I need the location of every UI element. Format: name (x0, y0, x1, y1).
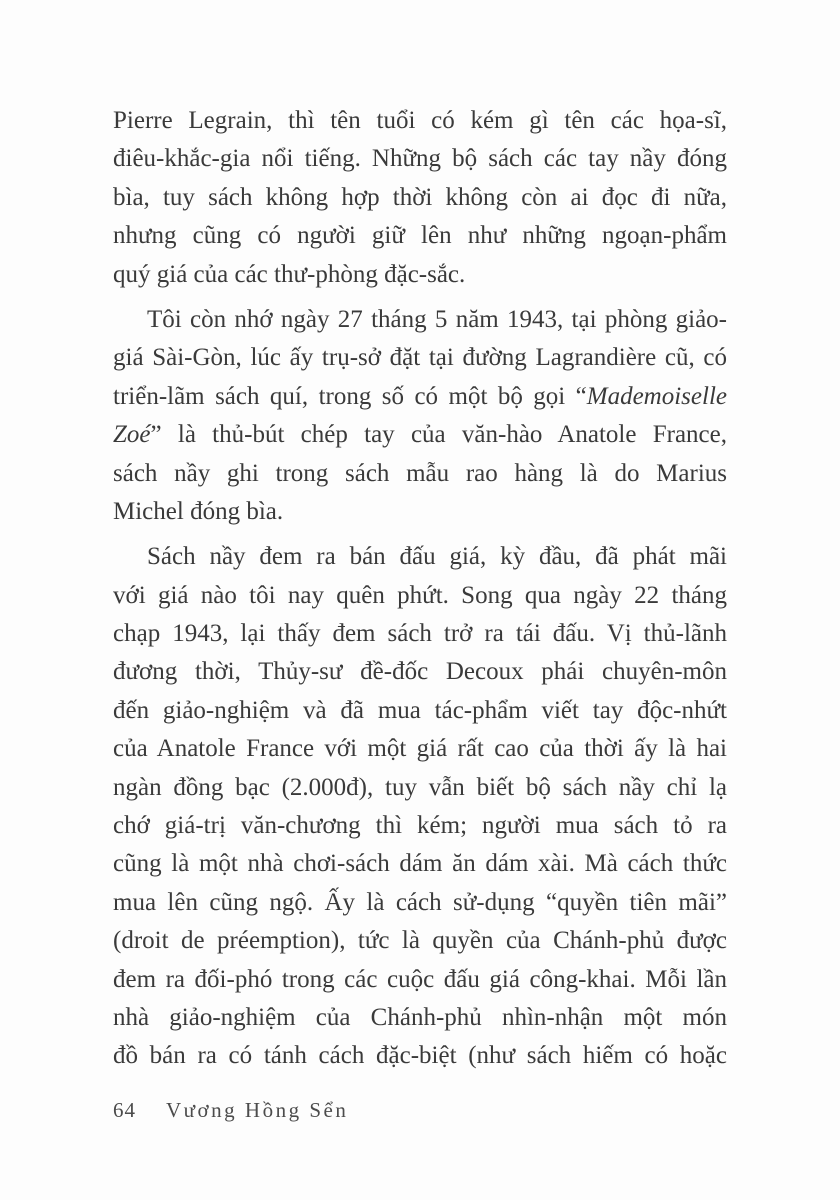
text-line (113, 615, 727, 653)
text-line (113, 140, 727, 178)
page-footer (113, 1098, 348, 1123)
text-line (113, 577, 727, 615)
text-segment: Sách nầy đem ra bán đấu giá, kỳ đầu, đã phát mãi (147, 543, 727, 571)
text-line (113, 769, 727, 807)
text-line (113, 179, 727, 217)
text-segment: với giá nào tôi nay quên phứt. Song qua ngày 22 tháng (113, 581, 727, 609)
text-segment: bìa, tuy sách không hợp thời không còn ai đọc đi nữa, (113, 183, 727, 211)
text-line (113, 217, 727, 255)
text-segment: chớ giá-trị văn-chương thì kém; người mua sách tỏ ra (113, 812, 727, 840)
text-line (113, 692, 727, 730)
text-segment: nhưng cũng có người giữ lên như những ngoạn-phẩm (113, 222, 727, 250)
text-line (113, 807, 727, 845)
text-segment: đương thời, Thủy-sư đề-đốc Decoux phái chuyên-môn (113, 658, 727, 686)
text-line (113, 416, 727, 454)
text-segment: (droit de préemption), tức là quyền của Chánh-phủ được (113, 927, 727, 955)
italic-text: Zoé (113, 421, 151, 449)
italic-text: Mademoiselle (586, 382, 727, 410)
text-line (113, 961, 727, 999)
text-segment: Michel đóng bìa. (113, 497, 284, 525)
text-segment: đến giảo-nghiệm và đã mua tác-phẩm viết tay độc-nhứt (113, 696, 727, 724)
text-segment: mua lên cũng ngộ. Ấy là cách sử-dụng “quyền tiên mãi” (113, 888, 727, 916)
text-segment: điêu-khắc-gia nổi tiếng. Những bộ sách các tay nầy đóng (113, 145, 727, 173)
text-segment: đem ra đối-phó trong các cuộc đấu giá công-khai. Mỗi lần (113, 965, 727, 993)
text-line (113, 730, 727, 768)
text-line (113, 301, 727, 339)
text-line (113, 538, 727, 576)
text-line (113, 493, 727, 531)
text-line (113, 256, 727, 294)
text-line (113, 1037, 727, 1075)
running-title-author: Vương Hồng Sển (166, 1098, 349, 1122)
text-segment: cũng là một nhà chơi-sách dám ăn dám xài. Mà cách thức (113, 850, 727, 878)
text-line (113, 102, 727, 140)
paragraph (113, 102, 727, 294)
text-line (113, 455, 727, 493)
text-segment: ngàn đồng bạc (2.000đ), tuy vẫn biết bộ sách nầy chỉ lạ (113, 773, 727, 801)
text-segment: chạp 1943, lại thấy đem sách trở ra tái đấu. Vị thủ-lãnh (113, 620, 727, 648)
text-segment: sách nầy ghi trong sách mẫu rao hàng là do Marius (113, 459, 727, 487)
text-line (113, 884, 727, 922)
text-segment: của Anatole France với một giá rất cao của thời ấy là hai (113, 735, 727, 763)
paragraph (113, 538, 727, 1075)
text-line (113, 653, 727, 691)
text-line (113, 999, 727, 1037)
text-line (113, 922, 727, 960)
text-line (113, 378, 727, 416)
text-segment: nhà giảo-nghiệm của Chánh-phủ nhìn-nhận một món (113, 1003, 727, 1031)
paragraph (113, 301, 727, 531)
text-line (113, 845, 727, 883)
text-segment: ” là thủ-bút chép tay của văn-hào Anatole France, (150, 421, 727, 449)
text-segment: giá Sài-Gòn, lúc ấy trụ-sở đặt tại đường Lagrandière cũ, có (113, 344, 727, 372)
text-segment: Tôi còn nhớ ngày 27 tháng 5 năm 1943, tại phòng giảo- (147, 305, 727, 333)
page-text (113, 102, 727, 1076)
text-segment: Pierre Legrain, thì tên tuổi có kém gì tên các họa-sĩ, (113, 107, 727, 134)
page-number: 64 (113, 1098, 136, 1122)
text-segment: quý giá của các thư-phòng đặc-sắc. (113, 260, 466, 288)
text-segment: đồ bán ra có tánh cách đặc-biệt (như sách hiếm có hoặc (113, 1042, 727, 1070)
text-line (113, 339, 727, 377)
text-segment: triển-lãm sách quí, trong số có một bộ gọi “ (113, 382, 587, 410)
